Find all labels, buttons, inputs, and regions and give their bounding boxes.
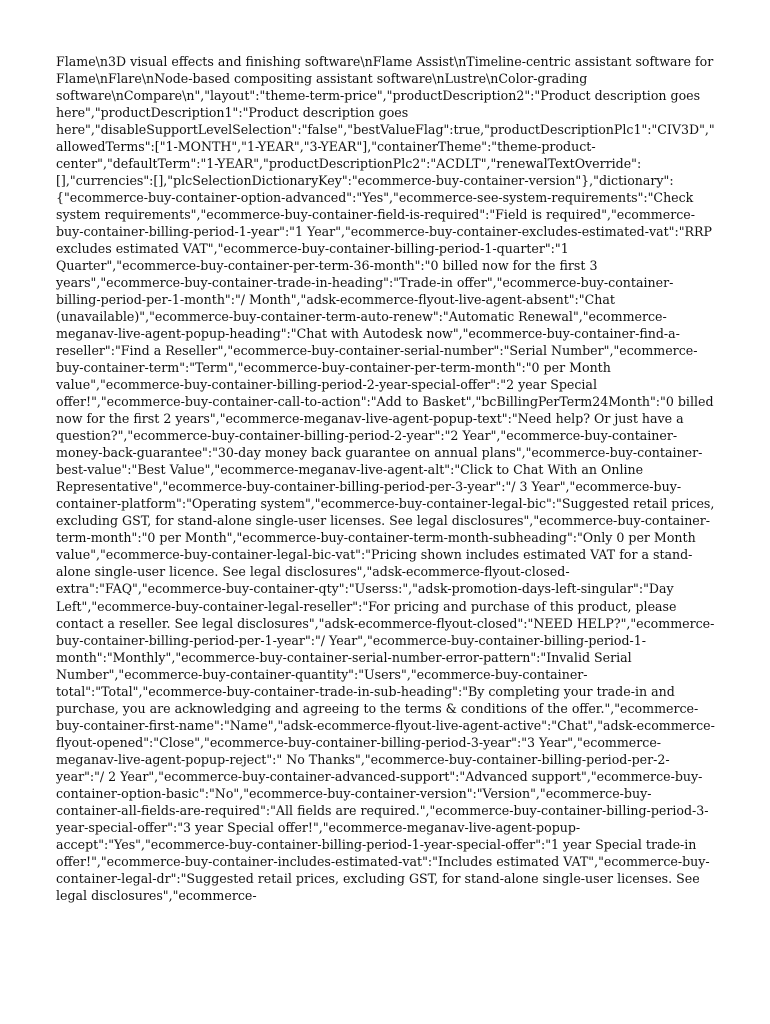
raw-json-text-block: Flame\n3D visual effects and finishing software\nFlame Assist\nTimeline-centric assistant software for Flame\nFlare\nNode-based compositing assistant software\nLustre\nColor-grading software\nCompare\n","layout":"theme-term-price","productDescription2":"Product description goes here","productDescription1":"Product description goes here","disableSupportLevelSelection":"false","bestValueFlag":true,"productDescriptionPlc1":"CIV3D","allowedTerms":["1-MONTH","1-YEAR","3-YEAR"],"containerTheme":"theme-product-center","defaultTerm":"1-YEAR","productDescriptionPlc2":"ACDLT","renewalTextOverride":[],"currencies":[],"plcSelectionDictionaryKey":"ecommerce-buy-container-version"},"dictionary":{"ecommerce-buy-container-option-advanced":"Yes","ecommerce-see-system-requirements":"Check system requirements","ecommerce-buy-container-field-is-required":"Field is required","ecommerce-buy-container-billing-period-1-year":"1 Year","ecommerce-buy-container-excludes-estimated-vat":"RRP excludes estimated VAT","ecommerce-buy-container-billing-period-1-quarter":"1 Quarter","ecommerce-buy-container-per-term-36-month":"0 billed now for the first 3 years","ecommerce-buy-container-trade-in-heading":"Trade-in offer","ecommerce-buy-container-billing-period-per-1-month":"/ Month","adsk-ecommerce-flyout-live-agent-absent":"Chat (unavailable)","ecommerce-buy-container-term-auto-renew":"Automatic Renewal","ecommerce-meganav-live-agent-popup-heading":"Chat with Autodesk now","ecommerce-buy-container-find-a-reseller":"Find a Reseller","ecommerce-buy-container-serial-number":"Serial Number","ecommerce-buy-container-term":"Term","ecommerce-buy-container-per-term-month":"0 per Month value","ecommerce-buy-container-billing-period-2-year-special-offer":"2 year Special offer!","ecommerce-buy-container-call-to-action":"Add to Basket","bcBillingPerTerm24Month":"0 billed now for the first 2 years","ecommerce-meganav-live-agent-popup-text":"Need help? Or just have a question?","ecommerce-buy-container-billing-period-2-year":"2 Year","ecommerce-buy-container-money-back-guarantee":"30-day money back guarantee on annual plans","ecommerce-buy-container-best-value":"Best Value","ecommerce-meganav-live-agent-alt":"Click to Chat With an Online Representative","ecommerce-buy-container-billing-period-per-3-year":"/ 3 Year","ecommerce-buy-container-platform":"Operating system","ecommerce-buy-container-legal-bic":"Suggested retail prices, excluding GST, for stand-alone single-user licenses. See legal disclosures","ecommerce-buy-container-term-month":"0 per Month","ecommerce-buy-container-term-month-subheading":"Only 0 per Month value","ecommerce-buy-container-legal-bic-vat":"Pricing shown includes estimated VAT for a stand-alone single-user licence. See legal disclosures","adsk-ecommerce-flyout-closed-extra":"FAQ","ecommerce-buy-container-qty":"Userss:","adsk-promotion-days-left-singular":"Day Left","ecommerce-buy-container-legal-reseller":"For pricing and purchase of this product, please contact a reseller. See legal disclosures","adsk-ecommerce-flyout-closed":"NEED HELP?","ecommerce-buy-container-billing-period-per-1-year":"/ Year","ecommerce-buy-container-billing-period-1-month":"Monthly","ecommerce-buy-container-serial-number-error-pattern":"Invalid Serial Number","ecommerce-buy-container-quantity":"Users","ecommerce-buy-container-total":"Total","ecommerce-buy-container-trade-in-sub-heading":"By completing your trade-in and purchase, you are acknowledging and agreeing to the terms & conditions of the offer.","ecommerce-buy-container-first-name":"Name","adsk-ecommerce-flyout-live-agent-active":"Chat","adsk-ecommerce-flyout-opened":"Close","ecommerce-buy-container-billing-period-3-year":"3 Year","ecommerce-meganav-live-agent-popup-reject":" No Thanks","ecommerce-buy-container-billing-period-per-2-year":"/ 2 Year","ecommerce-buy-container-advanced-support":"Advanced support","ecommerce-buy-container-option-basic":"No","ecommerce-buy-container-version":"Version","ecommerce-buy-container-all-fields-are-required":"All fields are required.","ecommerce-buy-container-billing-period-3-year-special-offer":"3 year Special offer!","ecommerce-meganav-live-agent-popup-accept":"Yes","ecommerce-buy-container-billing-period-1-year-special-offer":"1 year Special trade-in offer!","ecommerce-buy-container-includes-estimated-vat":"Includes estimated VAT","ecommerce-buy-container-legal-dr":"Suggested retail prices, excluding GST, for stand-alone single-user licenses. See legal disclosures","ecommerce- <box>56 54 719 903</box>
